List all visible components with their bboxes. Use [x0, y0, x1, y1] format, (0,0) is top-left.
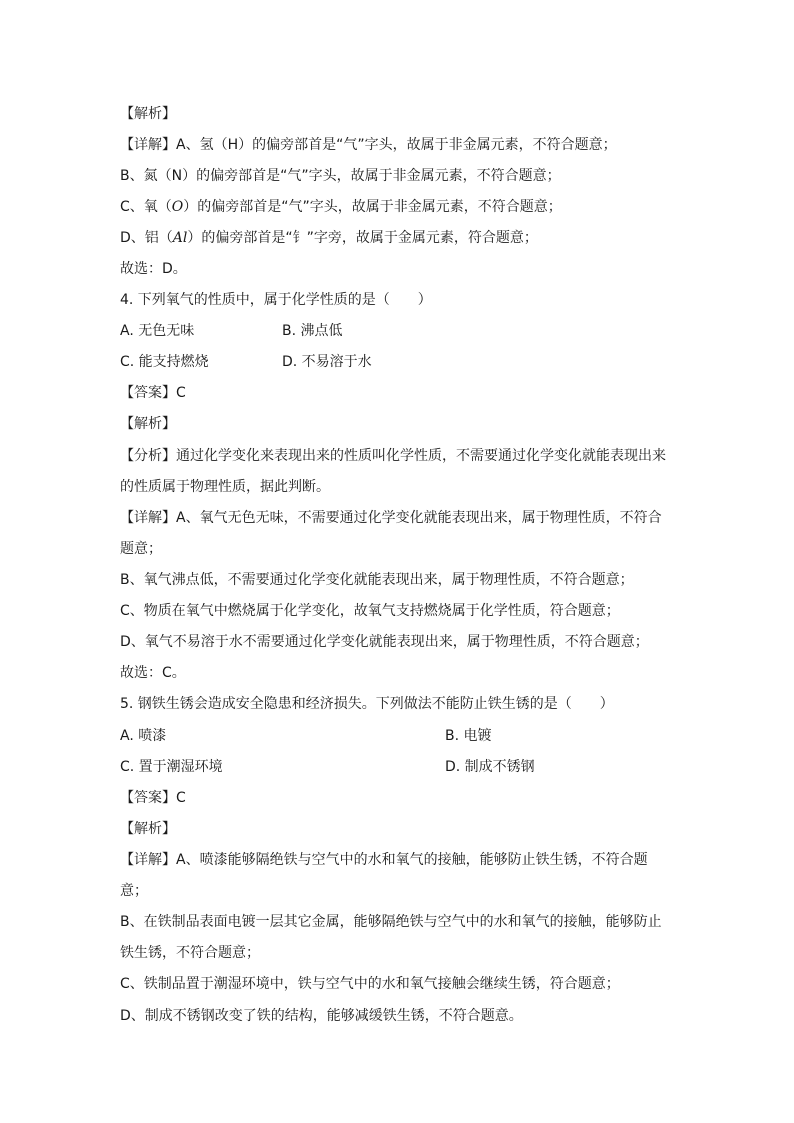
aluminum-symbol: Al	[172, 230, 188, 246]
q5-detail-line-5: C、铁制品置于潮湿环境中，铁与空气中的水和氧气接触会继续生锈，符合题意；	[120, 976, 620, 992]
q5-option-b: B. 电镀	[445, 728, 492, 744]
q5-detail-line-1: 【详解】A、喷漆能够隔绝铁与空气中的水和氧气的接触，能够防止铁生锈，不符合题	[120, 852, 648, 868]
q4-option-d: D. 不易溶于水	[282, 354, 372, 370]
q5-detail-line-2: 意；	[120, 883, 148, 899]
q5-option-a: A. 喷漆	[120, 728, 167, 744]
q4-option-b: B. 沸点低	[282, 323, 343, 339]
q4-analysis-line-1: 【分析】通过化学变化来表现出来的性质叫化学性质，不需要通过化学变化就能表现出来	[120, 448, 666, 464]
q4-option-a: A. 无色无味	[120, 323, 195, 339]
q4-detail-line-5: D、氧气不易溶于水不需要通过化学变化就能表现出来，属于物理性质，不符合题意；	[120, 634, 649, 650]
q3-line3-prefix: C、氧（	[120, 199, 172, 215]
q5-stem: 5. 钢铁生锈会造成安全隐患和经济损失。下列做法不能防止铁生锈的是（ ）	[120, 696, 614, 712]
q3-detail-line-1: 【详解】A、氢（H）的偏旁部首是“气”字头，故属于非金属元素，不符合题意；	[120, 137, 617, 153]
q3-conclusion: 故选：D。	[120, 261, 187, 277]
q4-answer: 【答案】C	[120, 385, 186, 401]
q3-detail-line-2: B、氮（N）的偏旁部首是“气”字头，故属于非金属元素，不符合题意；	[120, 168, 561, 184]
q4-stem: 4. 下列氧气的性质中，属于化学性质的是（ ）	[120, 292, 432, 308]
q4-analysis-line-2: 的性质属于物理性质，据此判断。	[120, 479, 330, 495]
q3-detail-line-3	[120, 198, 562, 216]
q5-detail-line-4: 铁生锈，不符合题意；	[120, 945, 260, 961]
q3-line4-suffix: ）的偏旁部首是“钅”字旁，故属于金属元素，符合题意；	[187, 230, 538, 246]
q5-option-d: D. 制成不锈钢	[445, 759, 535, 775]
q4-explain-heading: 【解析】	[120, 416, 176, 432]
q4-conclusion: 故选：C。	[120, 665, 186, 681]
q4-detail-line-1: 【详解】A、氧气无色无味，不需要通过化学变化就能表现出来，属于物理性质，不符合	[120, 510, 662, 526]
q5-option-c: C. 置于潮湿环境	[120, 759, 223, 775]
q3-detail-line-4	[120, 229, 538, 247]
q3-line4-prefix: D、铝（	[120, 230, 173, 246]
q3-line3-suffix: ）的偏旁部首是“气”字头，故属于非金属元素，不符合题意；	[183, 199, 562, 215]
q4-option-c: C. 能支持燃烧	[120, 354, 209, 370]
q5-detail-line-6: D、制成不锈钢改变了铁的结构，能够减缓铁生锈，不符合题意。	[120, 1008, 523, 1024]
q5-answer: 【答案】C	[120, 790, 186, 806]
q4-detail-line-4: C、物质在氧气中燃烧属于化学变化，故氧气支持燃烧属于化学性质，符合题意；	[120, 603, 620, 619]
q3-explain-heading: 【解析】	[120, 106, 176, 122]
q4-detail-line-3: B、氧气沸点低，不需要通过化学变化就能表现出来，属于物理性质，不符合题意；	[120, 572, 634, 588]
q5-detail-line-3: B、在铁制品表面电镀一层其它金属，能够隔绝铁与空气中的水和氧气的接触，能够防止	[120, 914, 662, 930]
q4-detail-line-2: 题意；	[120, 541, 162, 557]
oxygen-symbol: O	[171, 199, 184, 215]
q5-explain-heading: 【解析】	[120, 821, 176, 837]
